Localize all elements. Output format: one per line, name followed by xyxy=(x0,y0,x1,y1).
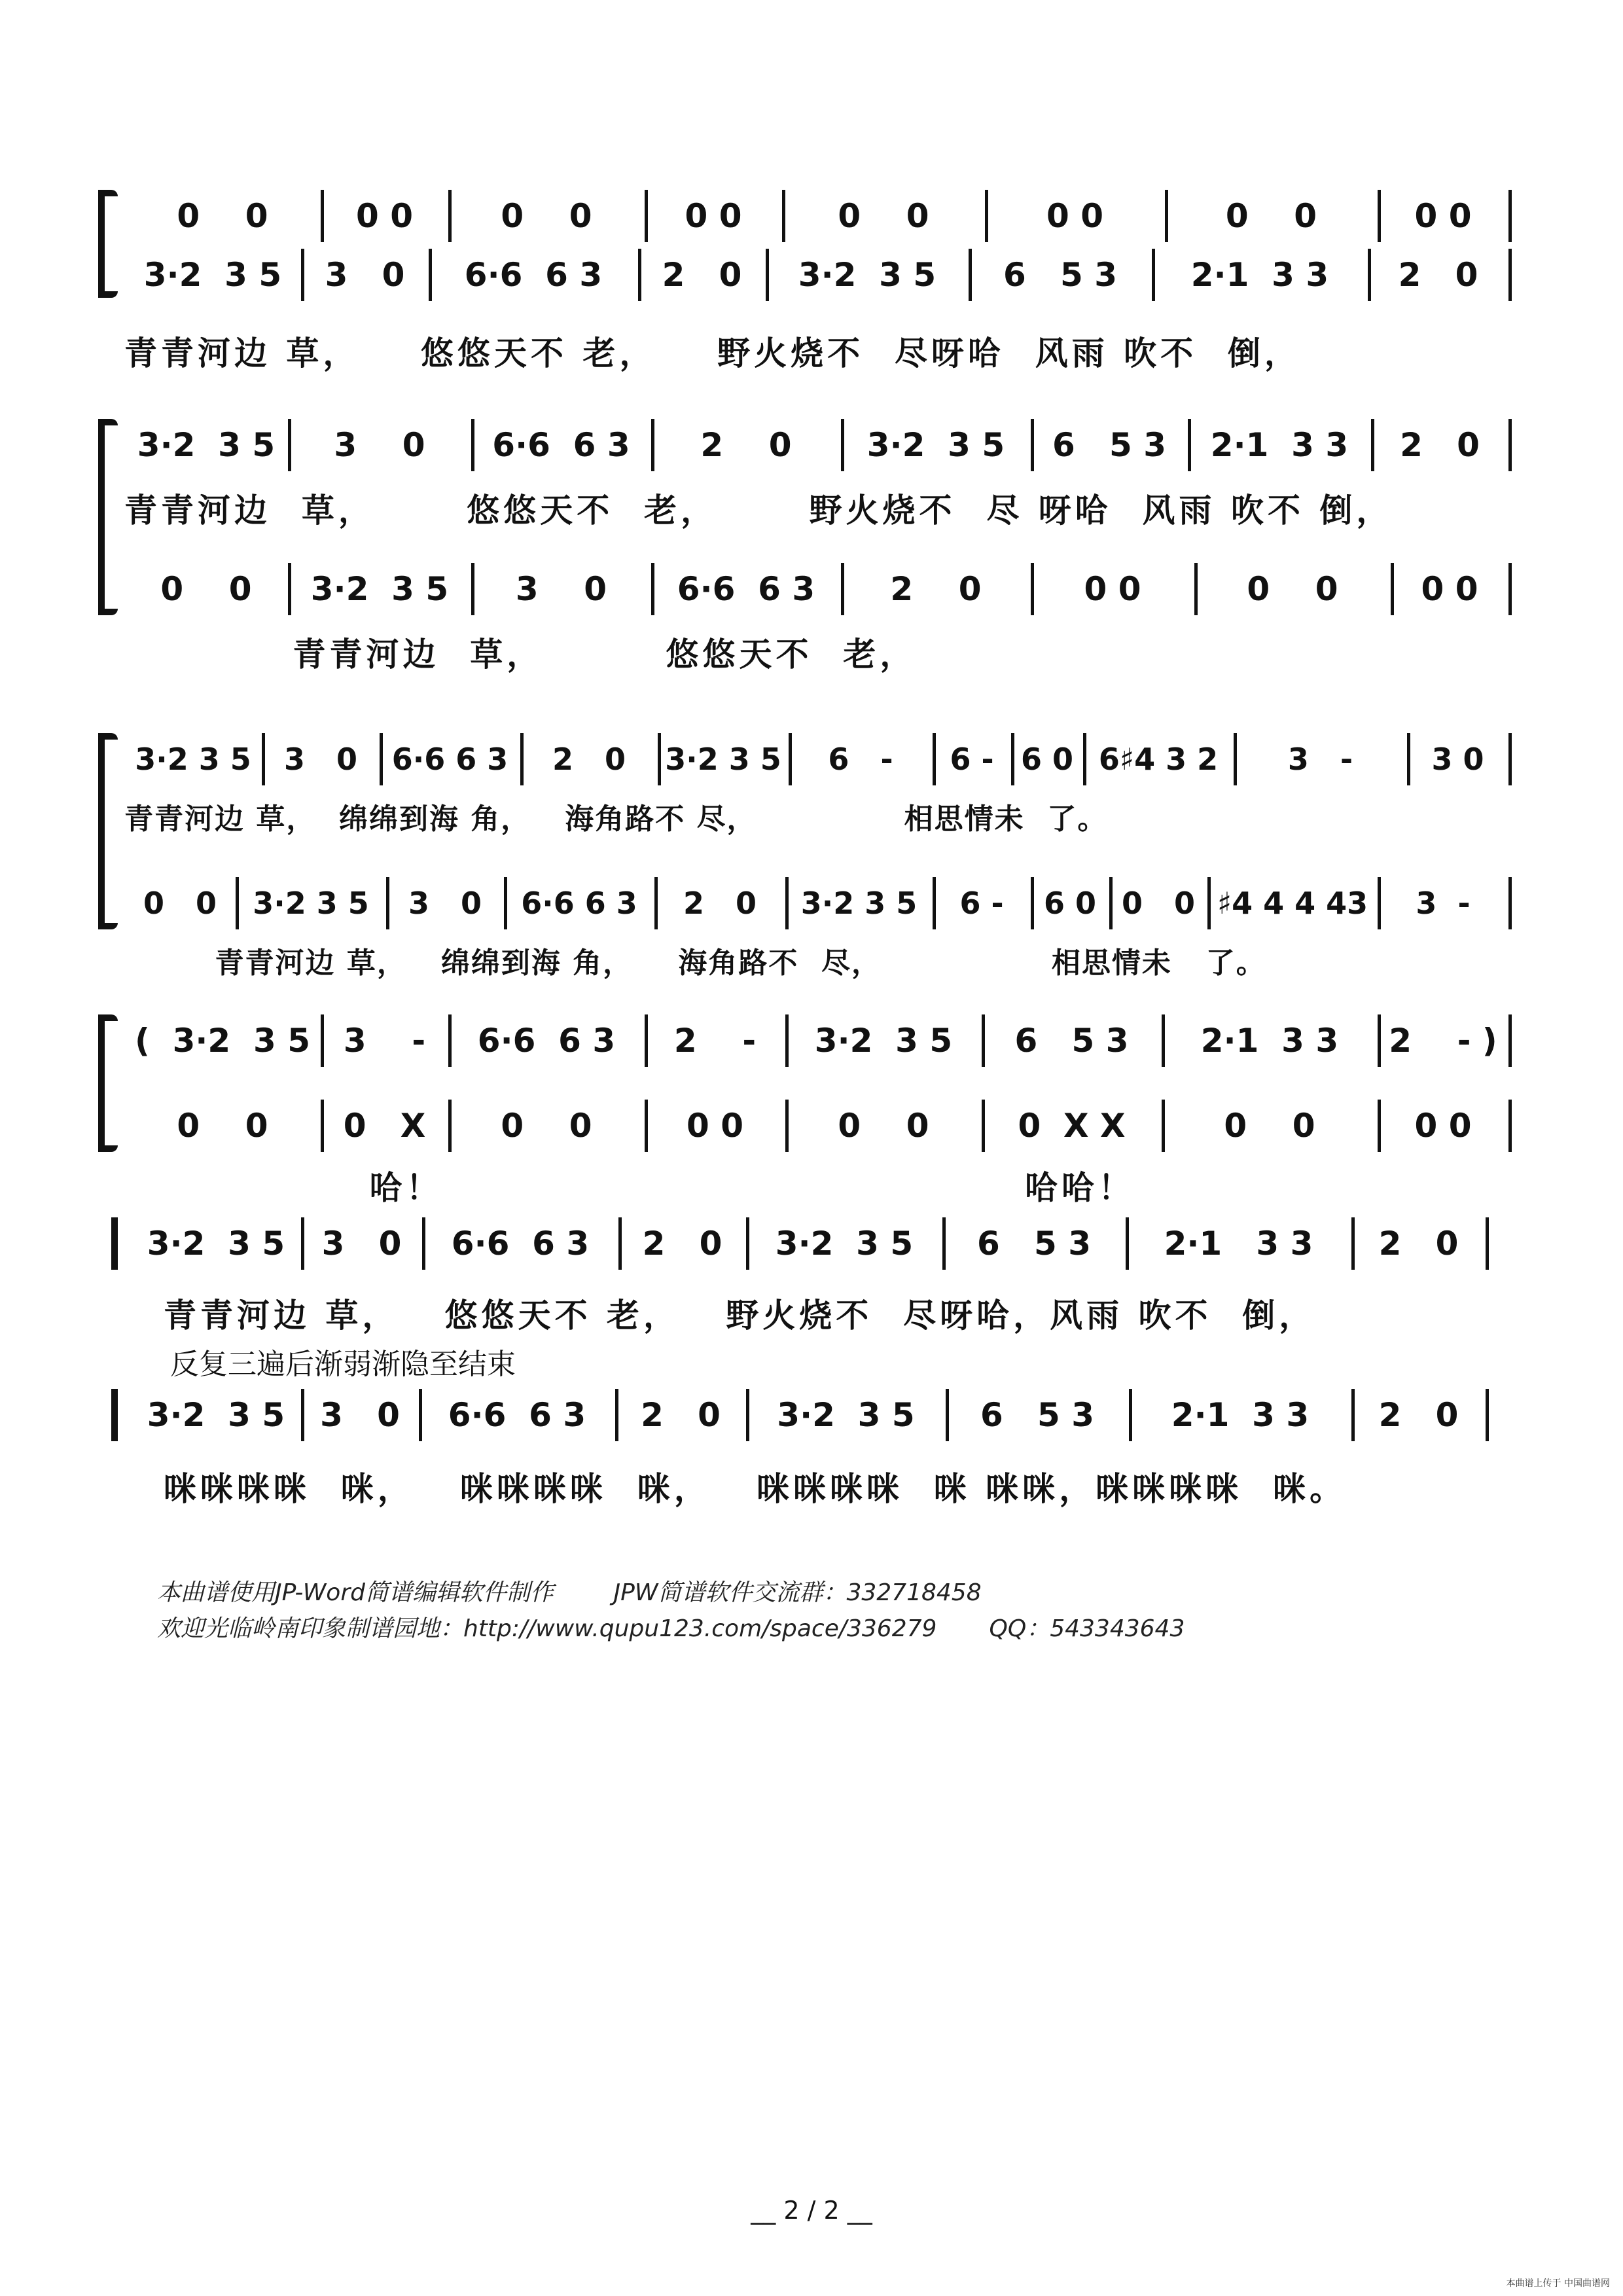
repeat-start-icon xyxy=(111,1389,132,1441)
measure: 3 - xyxy=(1234,733,1410,785)
measure: 2 0 xyxy=(1371,419,1512,471)
system-bracket xyxy=(98,1014,105,1152)
measure: 6 - xyxy=(789,733,936,785)
measure: 6·6 6 3 xyxy=(651,563,844,615)
footer-credit-line-2: 欢迎光临岭南印象制谱园地：http://www.qupu123.com/space/336279 QQ：543343643 xyxy=(157,1615,1185,1642)
measure: 0 0 xyxy=(124,563,291,615)
measure: 6·6 6 3 xyxy=(448,1014,648,1067)
staff-part-2 xyxy=(124,877,1522,929)
score-system-2 xyxy=(98,412,1522,687)
measure: 2 0 xyxy=(651,419,844,471)
measure: ♯4 4 4 43 xyxy=(1207,877,1381,929)
score-system-1 xyxy=(98,177,1522,399)
measure: 3 0 xyxy=(301,1217,425,1270)
measure: 0 0 xyxy=(985,190,1168,242)
measure: 2 0 xyxy=(1351,1217,1489,1270)
measure: 3·2 3 5 xyxy=(124,419,291,471)
measure: 6 5 3 xyxy=(1031,419,1191,471)
measure: 3 0 xyxy=(471,563,654,615)
staff-part-2 xyxy=(124,249,1522,301)
measure: 0 0 xyxy=(1391,563,1512,615)
page-number: __ 2 / 2 __ xyxy=(751,2196,872,2225)
measure: 6·6 6 3 xyxy=(471,419,654,471)
measure: 2 0 xyxy=(841,563,1034,615)
measure: 6 - xyxy=(933,733,1014,785)
measure: 2·1 3 3 xyxy=(1152,249,1371,301)
staff-part-1 xyxy=(124,733,1522,785)
measure: 6·6 6 3 xyxy=(504,877,658,929)
measure: 0 0 xyxy=(124,190,324,242)
measure: 3 0 xyxy=(301,1389,422,1441)
measure: 0 0 xyxy=(1031,563,1198,615)
measure: 6♯4 3 2 xyxy=(1083,733,1237,785)
measure: 3 0 xyxy=(1407,733,1512,785)
measure: 6·6 6 3 xyxy=(429,249,641,301)
measure: 0 0 xyxy=(124,1100,324,1152)
measure: 6 5 3 xyxy=(942,1217,1129,1270)
measure: 2·1 3 3 xyxy=(1126,1217,1355,1270)
measure: 6·6 6 3 xyxy=(422,1217,622,1270)
measure: 2 - xyxy=(645,1014,789,1067)
measure: 3·2 3 5 xyxy=(785,877,936,929)
measure: 3 0 xyxy=(288,419,474,471)
measure: 2 0 xyxy=(1351,1389,1489,1441)
staff-part-2 xyxy=(124,563,1522,615)
repeat-start-icon xyxy=(111,1217,132,1270)
measure: 3·2 3 5 xyxy=(131,1389,304,1441)
lyrics-line: 哈！ 哈哈！ xyxy=(124,1169,1135,1207)
measure: 3 0 xyxy=(262,733,383,785)
staff-part-2 xyxy=(111,1389,1522,1441)
measure: 0 0 xyxy=(1194,563,1394,615)
measure: 6 5 3 xyxy=(969,249,1155,301)
lyrics-line: 青青河边 草， 悠悠天不 老， 野火烧不 尽 呀哈 风雨 吹不 倒， xyxy=(124,492,1393,529)
measure: 3·2 3 5 xyxy=(746,1389,949,1441)
measure: 3 - xyxy=(1378,877,1512,929)
measure: 3·2 3 5 xyxy=(841,419,1034,471)
system-bracket xyxy=(98,419,105,615)
measure: 3·2 3 5 xyxy=(766,249,972,301)
staff-part-1 xyxy=(124,190,1522,242)
measure: 0 0 xyxy=(645,190,785,242)
measure: ( 3·2 3 5 xyxy=(124,1014,324,1067)
measure: 0 0 xyxy=(645,1100,789,1152)
lyrics-line: 青青河边 草， 悠悠天不 老， 野火烧不 尽呀哈，风雨 吹不 倒， xyxy=(164,1297,1316,1335)
performance-note: 反复三遍后渐弱渐隐至结束 xyxy=(170,1348,516,1381)
score-system-5 xyxy=(98,1217,1522,1518)
measure: 2·1 3 3 xyxy=(1129,1389,1355,1441)
measure: 0 0 xyxy=(1165,190,1381,242)
measure: 0 0 xyxy=(782,190,988,242)
lyrics-line: 青青河边 草， 悠悠天不 老， xyxy=(124,636,917,673)
measure: 3 - xyxy=(321,1014,452,1067)
measure: 6·6 6 3 xyxy=(419,1389,618,1441)
measure: 3·2 3 5 xyxy=(658,733,792,785)
measure: 0 0 xyxy=(785,1100,985,1152)
measure: 3·2 3 5 xyxy=(131,1217,304,1270)
measure: 3·2 3 5 xyxy=(785,1014,985,1067)
measure: 3·2 3 5 xyxy=(124,249,304,301)
measure: 2·1 3 3 xyxy=(1188,419,1374,471)
measure: 0 0 xyxy=(1378,190,1512,242)
measure: 0 0 xyxy=(124,877,239,929)
system-bracket xyxy=(98,190,105,298)
staff-part-1 xyxy=(111,1217,1522,1270)
measure: 0 X X xyxy=(982,1100,1165,1152)
measure: 3·2 3 5 xyxy=(288,563,474,615)
measure: 3·2 3 5 xyxy=(124,733,265,785)
measure: 0 0 xyxy=(1162,1100,1381,1152)
measure: 3·2 3 5 xyxy=(746,1217,946,1270)
measure: 6·6 6 3 xyxy=(380,733,524,785)
measure: 3·2 3 5 xyxy=(236,877,389,929)
measure: 2 0 xyxy=(654,877,789,929)
measure: 6 5 3 xyxy=(982,1014,1165,1067)
measure: 0 0 xyxy=(448,1100,648,1152)
system-bracket xyxy=(98,733,105,929)
lyrics-line: 青青河边 草， 悠悠天不 老， 野火烧不 尽呀哈 风雨 吹不 倒， xyxy=(124,334,1301,372)
measure: 2 0 xyxy=(1368,249,1512,301)
lyrics-line: 咪咪咪咪 咪， 咪咪咪咪 咪， 咪咪咪咪 咪 咪咪，咪咪咪咪 咪。 xyxy=(164,1470,1347,1508)
staff-part-1 xyxy=(124,1014,1522,1067)
measure: 0 X xyxy=(321,1100,452,1152)
score-system-4 xyxy=(98,1008,1522,1211)
measure: 3 0 xyxy=(386,877,507,929)
measure: 3 0 xyxy=(301,249,432,301)
footer-credit-line-1: 本曲谱使用JP-Word简谱编辑软件制作 JPW简谱软件交流群：332718458 xyxy=(157,1579,982,1606)
measure: 2 0 xyxy=(618,1217,749,1270)
measure: 2 0 xyxy=(615,1389,749,1441)
lyrics-line: 青青河边 草， 绵绵到海 角， 海角路不 尽， 相思情未 了。 xyxy=(124,802,1108,836)
measure: 0 0 xyxy=(321,190,452,242)
measure: 6 0 xyxy=(1011,733,1086,785)
measure: 6 0 xyxy=(1031,877,1113,929)
measure: 6 5 3 xyxy=(946,1389,1132,1441)
staff-part-1 xyxy=(124,419,1522,471)
staff-part-2 xyxy=(124,1100,1522,1152)
measure: 2 0 xyxy=(638,249,769,301)
corner-mark: 本曲谱上传于 中国曲谱网 xyxy=(1506,2278,1610,2289)
lyrics-line: 青青河边 草， 绵绵到海 角， 海角路不 尽， 相思情未 了。 xyxy=(124,946,1266,980)
measure: 6 - xyxy=(933,877,1034,929)
measure: 0 0 xyxy=(1378,1100,1512,1152)
measure: 2 0 xyxy=(520,733,661,785)
measure: 2 - ) xyxy=(1378,1014,1512,1067)
score-system-3 xyxy=(98,720,1522,995)
measure: 0 0 xyxy=(448,190,648,242)
measure: 2·1 3 3 xyxy=(1162,1014,1381,1067)
measure: 0 0 xyxy=(1109,877,1211,929)
